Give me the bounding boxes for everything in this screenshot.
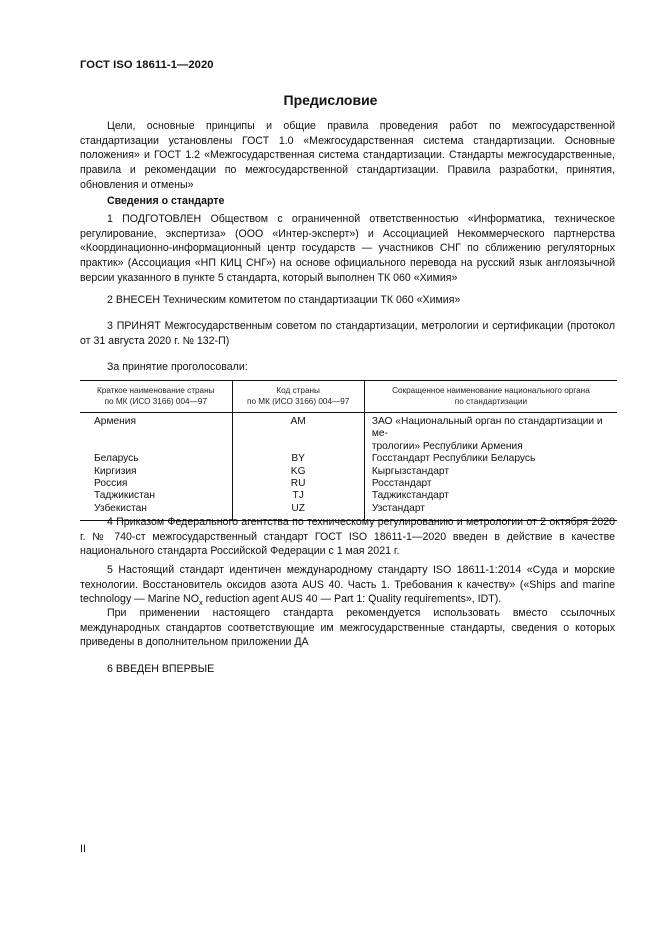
item-6-paragraph: 6 ВВЕДЕН ВПЕРВЫЕ [107, 663, 215, 675]
code-cell: AM [232, 413, 364, 454]
body-cell: Кыргызстандарт [364, 466, 617, 478]
code-cell: TJ [232, 490, 364, 502]
country-cell: Таджикистан [94, 490, 155, 502]
country-cell: Россия [94, 478, 128, 490]
body-cell: Госстандарт Республики Беларусь [364, 453, 617, 465]
country-cell: Киргизия [94, 465, 137, 477]
item-4-paragraph: 4 Приказом Федерального агентства по техническому регулированию и метрологии от 2 октября 2020 г. № 740-ст межгосударственный стандарт ГОСТ ISO 18611-1—2020 введен в действие в качестве национального стандарта Российской Федерации с 1 мая 2021 г. [80, 516, 615, 558]
table-row [80, 478, 617, 490]
header-country-name: Краткое наименование страны по МК (ИСО 3166) 004—97 [80, 381, 232, 413]
section-heading: Сведения о стандарте [107, 195, 225, 207]
body-cell: Росстандарт [364, 478, 617, 490]
table-header-row [80, 381, 617, 413]
body-cell: Узстандарт [364, 503, 617, 521]
intro-paragraph: Цели, основные принципы и общие правила проведения работ по межгосударственной стандартизации установлены ГОСТ 1.0 «Межгосударственная система стандартизации. Основные положения» и ГОСТ 1.2 «Межгосударственная система стандартизации. Стандарты межгосударственные, правила и рекомендации по межгосударственной стандартизации. Правила разработки, принятия, обновления и отмены» [80, 120, 615, 191]
code-cell: BY [232, 453, 364, 465]
voting-table [80, 380, 617, 521]
header-national-body: Сокращенное наименование национального органа по стандартизации [364, 381, 617, 413]
code-cell: UZ [232, 503, 364, 521]
page-number: II [80, 843, 86, 855]
page-title: Предисловие [283, 92, 378, 108]
country-cell: Армения [94, 416, 136, 427]
item-2-paragraph: 2 ВНЕСЕН Техническим комитетом по стандартизации ТК 060 «Химия» [107, 294, 461, 306]
body-cell: Таджикстандарт [364, 490, 617, 502]
item-5-second-paragraph: При применении настоящего стандарта рекомендуется использовать вместо ссылочных международных стандартов соответствующие им межгосударственные стандарты, сведения о которых приведены в дополнительном приложении ДА [80, 607, 615, 649]
item-3-paragraph: 3 ПРИНЯТ Межгосударственным советом по стандартизации, метрологии и сертификации (протокол от 31 августа 2020 г. № 132-П) [80, 320, 615, 347]
item-1-paragraph: 1 ПОДГОТОВЛЕН Обществом с ограниченной ответственностью «Информатика, техническое регулирование, экспертиза» (ООО «Интер-эксперт») и Ассоциацией Некоммерческого партнерства «Координационно-информационный центр государств — участников СНГ по сближению регуляторных практик» (Ассоциация «НП КИЦ СНГ») на основе официального перевода на русский язык англоязычной версии указанного в пункте 5 стандарта, который выполнен ТК 060 «Химия» [80, 213, 615, 284]
table-row [80, 453, 617, 465]
code-cell: RU [232, 478, 364, 490]
table-row [80, 466, 617, 478]
document-code-header: ГОСТ ISO 18611-1—2020 [80, 59, 214, 71]
country-cell: Узбекистан [80, 503, 232, 521]
table-row [80, 490, 617, 502]
country-cell: Беларусь [94, 453, 139, 465]
vote-caption: За принятие проголосовали: [107, 361, 248, 373]
body-cell: ЗАО «Национальный орган по стандартизации и ме- трологии» Республики Армения [364, 413, 617, 454]
item-5-paragraph: 5 Настоящий стандарт идентичен международному стандарту ISO 18611-1:2014 «Суда и морские технологии. Восстановитель оксидов азота AUS 40. Часть 1. Требования к качеству» («Ships and marine technology — Marine $NO_x$ reduction agent AUS 40 — Part 1: Quality requirements», IDT). [80, 564, 615, 608]
header-country-code: Код страны по МК (ИСО 3166) 004—97 [232, 381, 364, 413]
code-cell: KG [232, 466, 364, 478]
table-row [80, 413, 617, 454]
